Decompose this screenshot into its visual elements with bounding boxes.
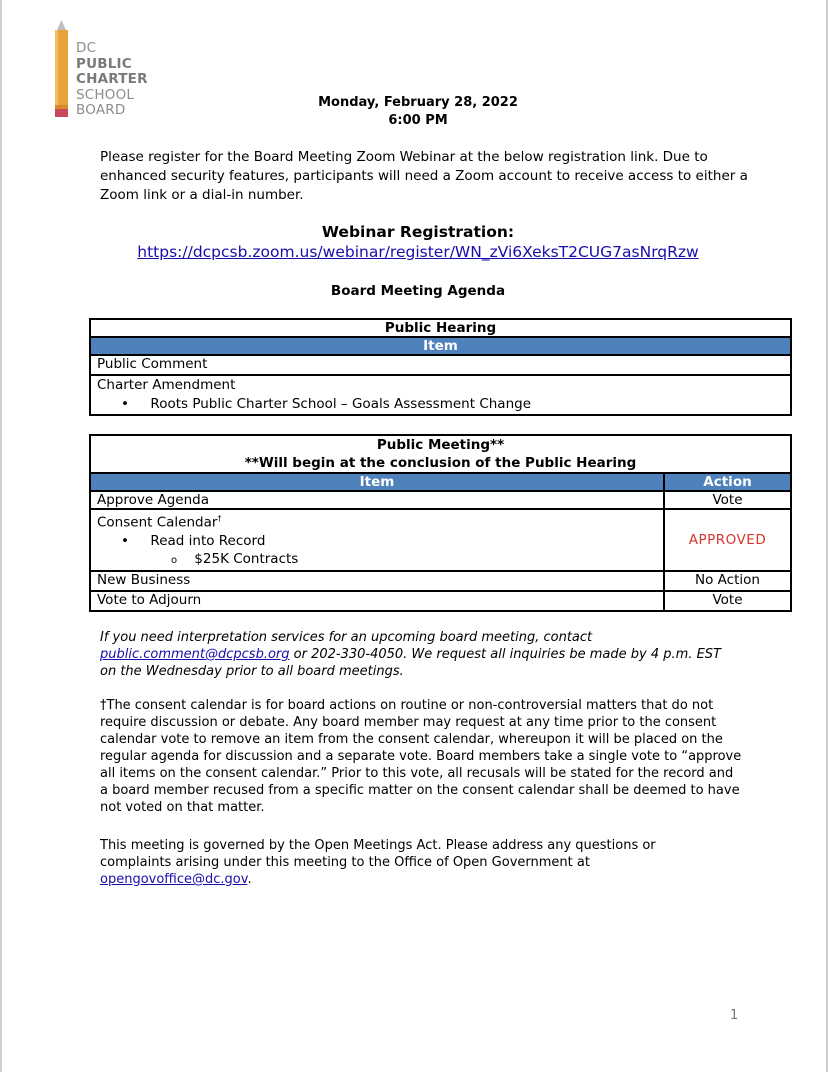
agenda-title: Board Meeting Agenda bbox=[330, 283, 506, 299]
public-meeting-title: Public Meeting** **Will begin at the conclusion of the Public Hearing bbox=[90, 435, 791, 473]
public-hearing-row-charter-amendment: Charter Amendment • Roots Public Charter School – Goals Assessment Change bbox=[90, 375, 791, 415]
consent-calendar-note: †The consent calendar is for board actions on routine or non-controversial matters that do not require discussion or debate. Any board member may request at any time prior to the consent calendar vote to remove an item from the consent calendar, whereupon it will be placed on the regular agenda for discussion and a separate vote. Board members take a single vote to “approve all items on the consent calendar.” Prior to this vote, all recusals will be stated for the record and a board member recused from a specific matter on the consent calendar shall be deemed to have not voted on that matter. bbox=[100, 698, 742, 815]
pencil-sharpened bbox=[57, 20, 66, 30]
list-item: • Read into Record bbox=[121, 532, 266, 549]
list-item: o $25K Contracts bbox=[171, 550, 299, 567]
public-meeting-table bbox=[89, 434, 792, 612]
action-approve-agenda: Vote bbox=[664, 491, 791, 509]
interpretation-paragraph: If you need interpretation services for an upcoming board meeting, contact public.comment@dcpcsb.org or 202-330-4050. We request all inquiries be made by 4 p.m. EST on the Wednesday prior to all board meetings. bbox=[100, 630, 721, 679]
page-number: 1 bbox=[730, 1008, 739, 1023]
webinar-registration-link[interactable]: https://dcpcsb.zoom.us/webinar/register/WN_zVi6XeksT2CUG7asNrqRzw bbox=[137, 243, 699, 261]
action-new-business: No Action bbox=[664, 571, 791, 591]
row-new-business: New Business bbox=[90, 571, 664, 591]
action-consent-calendar: APPROVED bbox=[664, 509, 791, 571]
list-item: • Roots Public Charter School – Goals Assessment Change bbox=[121, 396, 531, 412]
public-hearing-item-header: Item bbox=[90, 337, 791, 355]
public-meeting-subtitle: **Will begin at the conclusion of the Public Hearing bbox=[244, 455, 637, 471]
public-meeting-action-header: Action bbox=[664, 473, 791, 491]
webinar-title: Webinar Registration: bbox=[321, 223, 515, 241]
meeting-date: Monday, February 28, 2022 bbox=[318, 95, 518, 110]
meeting-time: 6:00 PM bbox=[388, 113, 448, 128]
intro-paragraph: Please register for the Board Meeting Zoom Webinar at the below registration link. Due to enhanced security features, participants will need a Zoom account to receive access to either a Zoom link or a dial-in number. bbox=[100, 149, 748, 203]
public-hearing-title: Public Hearing bbox=[90, 319, 791, 337]
public-meeting-item-header: Item bbox=[90, 473, 664, 491]
public-comment-email-link[interactable]: public.comment@dcpcsb.org bbox=[100, 647, 290, 662]
row-vote-to-adjourn: Vote to Adjourn bbox=[90, 591, 664, 611]
action-vote-to-adjourn: Vote bbox=[664, 591, 791, 611]
logo-text: DC PUBLIC CHARTER SCHOOL BOARD bbox=[76, 40, 148, 118]
opengov-email-link[interactable]: opengovoffice@dc.gov bbox=[100, 872, 248, 887]
public-hearing-table bbox=[89, 318, 792, 416]
row-approve-agenda: Approve Agenda bbox=[90, 491, 664, 509]
open-meetings-paragraph: This meeting is governed by the Open Meetings Act. Please address any questions or complaints arising under this meeting to the Office of Open Government at opengovoffice@dc.gov. bbox=[100, 838, 656, 887]
public-hearing-row-public-comment: Public Comment bbox=[90, 355, 791, 375]
row-consent-calendar: Consent Calendar† • Read into Record o $25K Contracts bbox=[90, 509, 664, 571]
